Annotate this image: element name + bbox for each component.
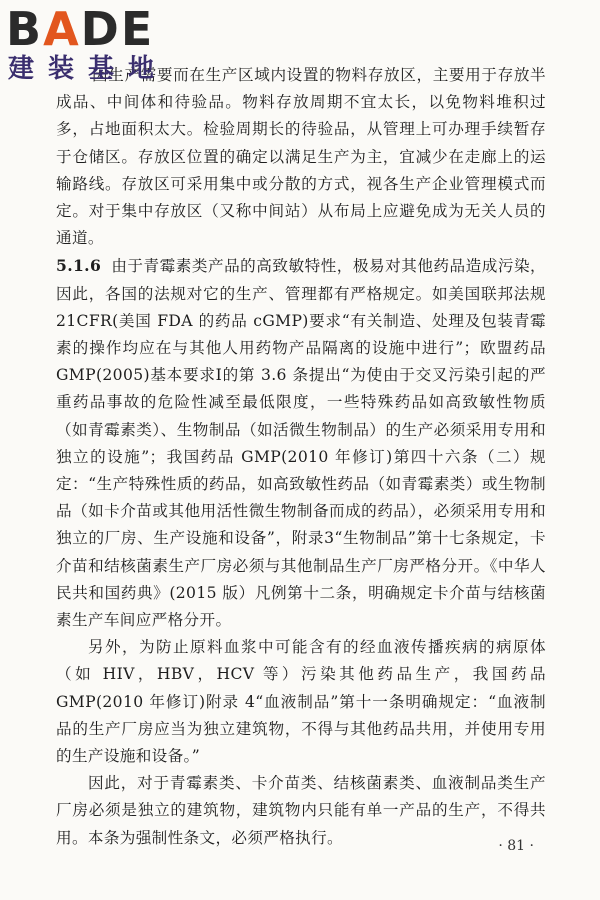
watermark-logo <box>6 4 168 84</box>
body-text <box>56 62 546 852</box>
paragraph-penicillin <box>56 252 546 634</box>
paragraph-penicillin-text: 由于青霉素类产品的高致敏特性，极易对其他药品造成污染，因此，各国的法规对它的生产、管理都有严格规定。如美国联邦法规 21CFR(美国 FDA 的药品 cGMP)要求“有关制造、处理及包装青霉素的操作均应在与其他人用药物产品隔离的设施中进行”；欧盟药品 GMP(2005)基本要求Ⅰ的第 3.6 条提出“为使由于交叉污染引起的严重药品事故的危险性减至最低限度，一些特殊药品如高致敏性物质（如青霉素类）、生物制品（如活微生物制品）的生产必须采用专用和独立的设施”；我国药品 GMP(2010 年修订)第四十六条（二）规定：“生产特殊性质的药品，如高致敏性药品（如青霉素类）或生物制品（如卡介苗或其他用活性微生物制备而成的药品），必须采用专用和独立的厂房、生产设施和设备”，附录3“生物制品”第十七条规定，卡介苗和结核菌素生产厂房必须与其他制品生产厂房严格分开。《中华人民共和国药典》(2015 版）凡例第十二条，明确规定卡介苗与结核菌素生产车间应严格分开。 <box>56 257 546 630</box>
section-number: 5.1.6 <box>56 256 102 276</box>
paragraph-blood-products: 另外，为防止原料血浆中可能含有的经血液传播疾病的病原体（如 HIV，HBV，HCV 等）污染其他药品生产，我国药品 GMP(2010 年修订)附录 4“血液制品”第十一条明确规定：“血液制品的生产厂房应当为独立建筑物，不得与其他药品共用，并使用专用的生产设施和设备。” <box>56 638 546 766</box>
paragraph-storage-area: 因生产需要而在生产区域内设置的物料存放区，主要用于存放半成品、中间体和待验品。物料存放周期不宜太长，以免物料堆积过多，占地面积太大。检验周期长的待验品，从管理上可办理手续暂存于仓储区。存放区位置的确定以满足生产为主，宜减少在走廊上的运输路线。存放区可采用集中或分散的方式，视各生产企业管理模式而定。对于集中存放区（又称中间站）从布局上应避免成为无关人员的通道。 <box>56 66 546 248</box>
watermark-subtitle: 建装基地 <box>8 54 169 84</box>
watermark-brand: BADE <box>6 2 155 56</box>
paragraph-conclusion: 因此，对于青霉素类、卡介苗类、结核菌素类、血液制品类生产厂房必须是独立的建筑物，建筑物内只能有单一产品的生产，不得共用。本条为强制性条文，必须严格执行。 <box>56 774 546 847</box>
page-number: · 81 · <box>498 838 534 854</box>
